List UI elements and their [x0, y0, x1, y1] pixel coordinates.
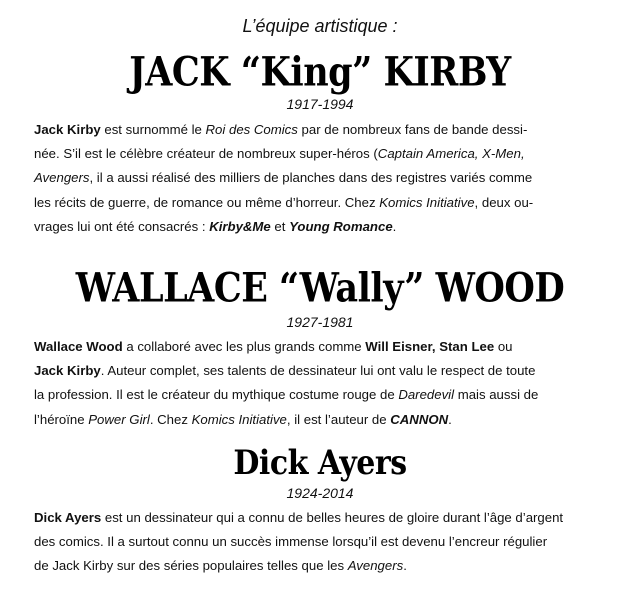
artist-name-kirby: JACK “King” KIRBY: [129, 48, 511, 97]
bio-text-run: Kirby&Me: [209, 218, 271, 234]
bio-text-run: mais aussi de: [454, 387, 539, 403]
bio-text-run: ou: [494, 339, 513, 354]
bio-line: [34, 215, 612, 239]
bio-text-run: a collaboré avec les plus grands comme: [122, 339, 366, 354]
bio-text-run: .: [392, 218, 397, 234]
bio-text-run: Jack Kirby: [34, 122, 101, 137]
bio-text-run: , deux ou-: [474, 194, 534, 210]
bio-text-run: . Auteur complet, ses talents de dessinateur lui ont valu le respect de toute: [100, 363, 536, 379]
bio-text-run: Will Eisner, Stan Lee: [365, 339, 495, 354]
artist-bio-kirby: [34, 118, 612, 239]
bio-text-run: Daredevil: [398, 387, 455, 403]
bio-text-run: Dick Ayers: [34, 510, 102, 525]
bio-text-run: Young Romance: [289, 218, 393, 234]
bio-line: [34, 335, 612, 359]
bio-text-run: de Jack Kirby sur des séries populaires telles que les: [34, 558, 348, 574]
bio-text-run: Power Girl: [88, 411, 150, 427]
bio-line: [34, 530, 612, 554]
bio-line: [34, 142, 612, 166]
bio-text-run: Avengers: [347, 558, 404, 574]
bio-text-run: et: [270, 218, 290, 234]
bio-text-run: CANNON: [390, 411, 449, 427]
bio-line: [34, 408, 612, 432]
artist-years-wood: 1927-1981: [286, 314, 354, 330]
artist-name-ayers: Dick Ayers: [233, 443, 407, 484]
bio-text-run: l’héroïne: [34, 411, 89, 427]
artist-name-wood: WALLACE “Wally” WOOD: [75, 264, 565, 313]
bio-text-run: Komics Initiative: [191, 411, 287, 427]
bio-line: [34, 359, 612, 383]
bio-text-run: Avengers: [34, 170, 90, 186]
bio-text-run: Komics Initiative: [379, 194, 475, 210]
bio-text-run: Wallace Wood: [34, 339, 123, 354]
artist-bio-wood: [34, 335, 612, 432]
bio-text-run: des comics. Il a surtout connu un succès immense lorsqu’il est devenu l’encreur régulier: [34, 534, 548, 550]
bio-line: [34, 118, 612, 142]
bio-line: [34, 166, 612, 190]
bio-text-run: est un dessinateur qui a connu de belles heures de gloire durant l’âge d’argent: [101, 510, 564, 525]
bio-text-run: . Chez: [149, 411, 192, 427]
bio-text-run: , il est l’auteur de: [286, 411, 391, 427]
bio-line: [34, 554, 612, 578]
bio-text-run: Roi des Comics: [205, 122, 298, 137]
bio-text-run: .: [448, 411, 452, 427]
bio-text-run: née. S’il est le célèbre créateur de nombreux super-héros (: [34, 146, 378, 162]
bio-text-run: par de nombreux fans de bande dessi-: [297, 122, 528, 137]
artist-years-kirby: 1917-1994: [286, 96, 354, 112]
bio-text-run: vrages lui ont été consacrés :: [34, 218, 210, 234]
bio-text-run: les récits de guerre, de romance ou même d’horreur. Chez: [34, 194, 380, 210]
bio-line: [34, 383, 612, 407]
bio-text-run: Jack Kirby: [34, 363, 101, 379]
artist-years-ayers: 1924-2014: [286, 485, 354, 501]
bio-line: [34, 506, 612, 530]
section-kicker: L’équipe artistique :: [242, 16, 398, 36]
bio-text-run: .: [403, 558, 407, 574]
bio-text-run: la profession. Il est le créateur du mythique costume rouge de: [34, 387, 399, 403]
bio-text-run: , il a aussi réalisé des milliers de planches dans des registres variés comme: [89, 170, 533, 186]
bio-text-run: Captain America, X-Men,: [377, 146, 525, 162]
artist-bio-ayers: [34, 506, 612, 579]
bio-line: [34, 191, 612, 215]
bio-text-run: est surnommé le: [100, 122, 206, 137]
